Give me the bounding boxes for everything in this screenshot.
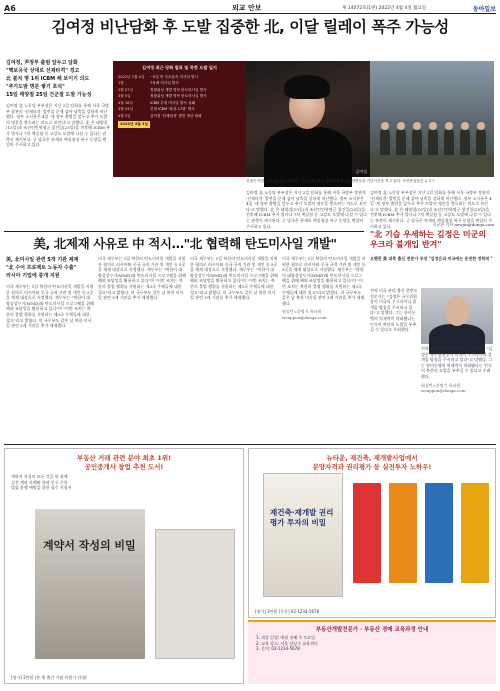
timeline-date: 1월 (118, 81, 124, 85)
banner-line: 3. 문의: 02-1234-5678 (256, 646, 300, 651)
ad2-kicker: 뉴타운, 재건축, 재개발사업에서 (326, 454, 418, 462)
article3-headline: "北 기습 우세하는 김정은 미군의 우크라 불개입 반겨" (370, 230, 487, 249)
newspaper-name: 동아일보 (472, 5, 496, 13)
timeline-date: 3월 16일 (118, 100, 133, 105)
article1-column4: 김여정 北 노동당 부부장은 지난 2일 담화를 통해 서욱 국방부 장관의 '선제타격' 발언을 문제 삼아 남측을 강하게 비난했다. 정부 소식통은 4일 '새 정부 출범을 앞두고 추가 도발의 명분을 쌓으려는 의도로 보인다'고 말했다. 北 은 태양절(15일)과 조선인민혁명군 창건일(25일)을 전후해 ICBM 추가 발사나 7차 핵실험 등 고강도 도발에 나설 수 있다는 관측이 제기된다. 군 당국은 풍계리 핵실험장 복구 동향을 면밀히 주시하고 있다. (370, 190, 493, 229)
article3-body: 전직 미국 관리 출신 한반도 전문가는 "김정은 국무위원장이 미국의 우크라이나 불개입 방침을 주시하고 있다"고 말했다. 그는 한미동맹의 억제력이 약화됐다는 인식이 북한의 도발을 부추길 수 있다고 우려했다. (421, 346, 493, 379)
timeline-event: 신형 ICBM '화성-17형' 발사 (150, 107, 195, 111)
timeline-box (113, 61, 246, 177)
article1-sub-2: "핵보유국 상대로 선제타격" 경고 (6, 68, 80, 74)
ad2-footer: [정가] 3만원 [주문] 02-1234-5678 (255, 608, 320, 614)
article1-headline: 김여정 비난담화 후 도발 집중한 北, 이달 릴레이 폭주 가능성 (51, 18, 449, 36)
article2-sub-3: 러시아 기업에 중개 지원 (6, 273, 60, 279)
timeline-event: 정찰위성 개발 명목 탄도미사일 발사 (150, 87, 207, 92)
photo-person (396, 129, 406, 155)
portrait-face (445, 296, 469, 326)
banner-line: 2. 교육 장소: 서울 강남구 교육센터 (256, 640, 318, 646)
ad1-book-title: 계약서 작성의 비밀 (43, 539, 136, 552)
photo-person (460, 129, 470, 155)
page-header (4, 3, 496, 13)
timeline-event: ~5일 북 극초음속 미사일 발사 (150, 74, 199, 79)
article2-body-end: 미국 재무부는 1일 북한의 탄도미사일 개발을 지원한 혐의로 러시아와 중국 국적 기관 및 개인 등 5곳을 제재 대상으로 지정했다. 재무부는 "북한이 대량살상무기(WMD)와 탄도미사일 프로그램을 위해 해외 조달망을 활용하고 있다"며 "이번 조치는 북한의 불법 행위를 지원하는 제3국 주체들에 대한 경고"라고 밝혔다. 미 국무부도 같은 날 북한 미사일 관련 3개 기관을 추가 제재했다. (282, 256, 366, 306)
photo-ground (370, 155, 494, 177)
ad-contract-book[interactable] (4, 448, 244, 684)
ad2-book-cover (263, 473, 343, 597)
timeline-highlight: 2022년 4월 3일 (120, 122, 148, 126)
article3-column1: 전직 미국 관리 출신 한반도 전문가는 "김정은 국무위원장이 미국의 우크라이나 불개입 방침을 주시하고 있다"고 말했다. 그는 한미동맹의 억제력이 약화됐다는 인식이 북한의 도발을 부추길 수 있다고 우려했다. (370, 288, 418, 333)
article2-headline: 美, 北제재 사유로 中 적시…"北 협력해 탄도미사일 개발" (33, 236, 337, 251)
article3-column2 (421, 346, 494, 442)
photo-person (412, 129, 422, 155)
article1-sub-1: 김여정, 尹정부 출범 앞두고 담화 (6, 60, 78, 66)
article3-sub: 오핸런 美 대북 출신 전문가 주장 "김정은과 미국에는 운전한 정학적 " (370, 256, 493, 261)
photo-figure-hair (284, 75, 330, 99)
photo-figure-coat (264, 127, 352, 187)
ad1-headline: 공인중개사 창업 추천 도서! (84, 463, 164, 471)
ad2-book-spine (389, 483, 417, 583)
ad1-book-back (155, 529, 235, 659)
ad2-book-spine (353, 483, 381, 583)
article1-sub-3: 北 불치 명 1위 ICBM 해 보이기 의도 (6, 76, 90, 82)
course-banner[interactable] (248, 620, 496, 684)
ad2-headline: 분양자격과 권리평가 등 실전투자 노하우! (312, 463, 432, 471)
article2-column2: 미국 재무부는 1일 북한의 탄도미사일 개발을 지원한 혐의로 러시아와 중국 국적 기관 및 개인 등 5곳을 제재 대상으로 지정했다. 재무부는 "북한이 대량살상무기(WMD)와 탄도미사일 프로그램을 위해 해외 조달망을 활용하고 있다"며 "이번 조치는 북한의 불법 행위를 지원하는 제3국 주체들에 대한 경고"라고 밝혔다. 미 국무부도 같은 날 북한 미사일 관련 3개 기관을 추가 제재했다. (98, 256, 186, 301)
header-rule (4, 13, 496, 14)
timeline-date: 4월 2일 (118, 113, 131, 118)
article-divider (4, 231, 364, 232)
article2-sub-2: "北 수어 프로젝트 노동자 수출" (6, 265, 77, 271)
ad1-line: 법률 분쟁 예방을 위한 필수 지침서 (11, 485, 72, 490)
kim-photo (246, 61, 370, 177)
page-number: A6 (4, 3, 16, 13)
expert-portrait (421, 288, 493, 344)
timeline-event: 김여정 '선제타격' 발언 비난 담화 (150, 113, 202, 118)
photo-person (380, 129, 390, 155)
ad1-kicker: 부동산 거래 관련 분야 최초 1위! (76, 454, 172, 462)
ad1-footer: [정가] 2만원 (본 책 출간 기념 특별가 안내) (11, 674, 87, 680)
timeline-title: 김여정 최근 당화 발표 및 북한 도발 일지 (142, 65, 217, 70)
photo-person (428, 129, 438, 155)
parade-photo (370, 61, 494, 177)
article1-body: 김여정 北 노동당 부부장은 지난 2일 담화를 통해 서욱 국방부 장관의 '선제타격' 발언을 문제 삼아 남측을 강하게 비난했다. 정부 소식통은 4일 '새 정부 출범을 앞두고 추가 도발의 명분을 쌓으려는 의도로 보인다'고 말했다. 北 은 태양절(15일)과 조선인민혁명군 창건일(25일)을 전후해 ICBM 추가 발사나 7차 핵실험 등 고강도 도발에 나설 수 있다는 관측이 제기된다. 군 당국은 풍계리 핵실험장 복구 동향을 면밀히 주시하고 있다. (6, 103, 111, 148)
ad2-book-spine (425, 483, 453, 583)
banner-title: 부동산개발전문가 · 부동산 경매 교육과정 안내 (315, 627, 429, 633)
article1-sub-5: 15일 태양절 25일 건군절 도발 가능성 (6, 92, 92, 98)
timeline-event: 정찰위성 개발 명목 탄도미사일 발사 (150, 94, 207, 98)
timeline-date: 3월 24일 (118, 107, 133, 111)
timeline-event: 7차례 미사일 발사 (150, 81, 179, 85)
article1-column1 (6, 59, 110, 231)
article2-sub-1: 美, 北미사일 관련 5개 기관 제재 (6, 257, 79, 263)
ad1-line: 계약서 작성의 모든 것을 한 권에 (11, 474, 68, 479)
section-name: 외교 안보 (232, 4, 262, 12)
banner-line: 1. 개강 일정: 매월 첫째 주 토요일 (256, 635, 316, 640)
timeline-date: 3월 5일 (118, 94, 131, 98)
article2-byline: 워싱턴=문병기 특파원 weappon@donga.com (282, 309, 327, 320)
timeline-date: 2월 27일 (118, 87, 133, 92)
article1-column3: 김여정 北 노동당 부부장은 지난 2일 담화를 통해 서욱 국방부 장관의 '선제타격' 발언을 문제 삼아 남측을 강하게 비난했다. 정부 소식통은 4일 '새 정부 출범을 앞두고 추가 도발의 명분을 쌓으려는 의도로 보인다'고 말했다. 北 은 태양절(15일)과 조선인민혁명군 창건일(25일)을 전후해 ICBM 추가 발사나 7차 핵실험 등 고강도 도발에 나설 수 있다는 관측이 제기된다. 군 당국은 풍계리 핵실험장 복구 동향을 면밀히 주시하고 있다. (246, 190, 367, 229)
article2-body: 미국 재무부는 1일 북한의 탄도미사일 개발을 지원한 혐의로 러시아와 중국 국적 기관 및 개인 등 5곳을 제재 대상으로 지정했다. 재무부는 "북한이 대량살상무기(WMD)와 탄도미사일 프로그램을 위해 해외 조달망을 활용하고 있다"며 "이번 조치는 북한의 불법 행위를 지원하는 제3국 주체들에 대한 경고"라고 밝혔다. 미 국무부도 같은 날 북한 미사일 관련 3개 기관을 추가 제재했다. (6, 284, 94, 329)
ad2-book-spine (461, 483, 489, 583)
edition-info: 제 14072호(1판) 2022년 4월 4일 월요일 (342, 6, 427, 11)
article1-byline: 신규진 기자 newjin@donga.com (432, 222, 494, 227)
article2-column1 (6, 256, 94, 442)
timeline-date: 2022년 1월 4일 (118, 74, 145, 79)
photo-person (444, 129, 454, 155)
article2-column4 (282, 256, 366, 442)
article1-sub-4: "추가도발 명분 쌓기 포석" (6, 84, 65, 90)
ad-redevelopment-book[interactable] (248, 448, 496, 618)
kim-photo-caption: 김여정 (355, 169, 367, 174)
article2-column3: 미국 재무부는 1일 북한의 탄도미사일 개발을 지원한 혐의로 러시아와 중국 국적 기관 및 개인 등 5곳을 제재 대상으로 지정했다. 재무부는 "북한이 대량살상무기(WMD)와 탄도미사일 프로그램을 위해 해외 조달망을 활용하고 있다"며 "이번 조치는 북한의 불법 행위를 지원하는 제3국 주체들에 대한 경고"라고 밝혔다. 미 국무부도 같은 날 북한 미사일 관련 3개 기관을 추가 제재했다. (190, 256, 278, 301)
timeline-event: ICBM 추정 미사일 발사 실패 (150, 100, 195, 105)
ad2-book-title: 재건축·재개발 권리평가 투자의 비밀 (270, 508, 334, 527)
ad1-book-cover (35, 509, 145, 659)
timeline-row (118, 113, 241, 120)
parade-caption: 김정은 북한 국무위원장(오른쪽)이 지난 3월 16일 열병식에 참석한 장병들과 기념사진을 찍고 있다. 조선중앙통신 뉴시스 (246, 179, 435, 183)
article3-byline: 워싱턴=문병기 특파원 weappon@donga.com (421, 382, 466, 394)
ad1-line: 실전 계약 사례와 특약 문구 수록 (11, 479, 68, 485)
photo-person (476, 129, 486, 155)
ad-divider (4, 444, 496, 445)
